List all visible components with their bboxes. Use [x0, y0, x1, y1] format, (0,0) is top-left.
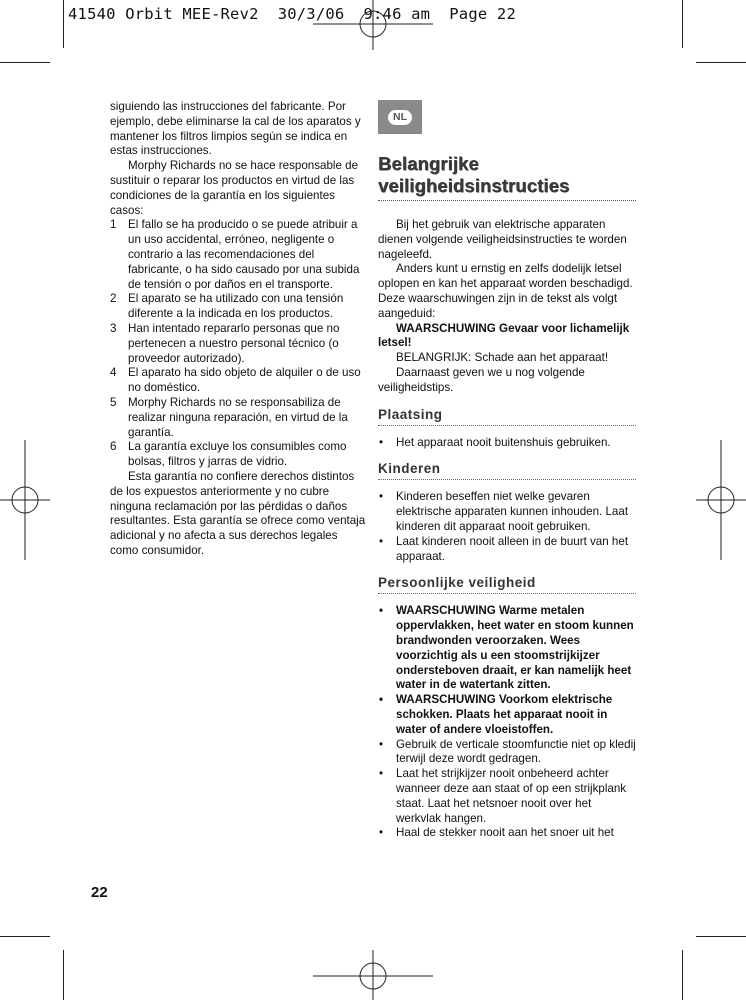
bullet-icon: •	[379, 490, 384, 504]
guarantee-paragraph: Esta garantía no confiere derechos distintos de los expuestos anteriormente y no cubre ninguna reclamación por las pérdidas o daños resultantes. Esta garantía se ofrece como ventaja adicional y no afecta a sus derechos legales como consumidor.	[110, 469, 366, 557]
registration-mark-bottom-icon	[313, 950, 433, 1000]
page-number: 22	[91, 884, 108, 901]
list-text: Morphy Richards no se responsabiliza de realizar ninguna reparación, en virtud de la garantía.	[128, 395, 348, 439]
crop-mark-top-right-vertical	[682, 0, 683, 48]
list-text: Laat kinderen nooit alleen in de buurt van het apparaat.	[396, 534, 629, 563]
bullet-icon: •	[379, 604, 384, 618]
crop-mark-top-left-vertical	[63, 0, 64, 48]
crop-mark-bottom-right-horizontal	[696, 936, 746, 937]
list-text: Kinderen beseffen niet welke gevaren elektrische apparaten kunnen inhouden. Laat kinderen dit apparaat nooit gebruiken.	[396, 490, 629, 533]
list-item	[110, 322, 368, 366]
list-item	[110, 396, 368, 440]
bullet-icon: •	[379, 534, 384, 548]
list-text: WAARSCHUWING Voorkom elektrische schokken. Plaats het apparaat nooit in water of andere vloeistoffen.	[396, 693, 613, 736]
list-item	[378, 826, 636, 841]
list-number: 5	[110, 395, 117, 409]
safety-intro-3: Daarnaast geven we u nog volgende veiligheidstips.	[378, 365, 585, 394]
list-item	[378, 490, 636, 534]
section-divider	[378, 425, 636, 426]
warning-label: WAARSCHUWING Gevaar voor lichamelijk letsel!	[378, 321, 630, 350]
print-slug: 41540 Orbit MEE-Rev2 30/3/06 9:46 am Page 22	[68, 5, 516, 23]
bullet-icon: •	[379, 737, 384, 751]
list-item	[378, 436, 636, 451]
list-item	[378, 767, 636, 826]
list-text: Haal de stekker nooit aan het snoer uit het	[396, 826, 614, 840]
responsibility-paragraph: Morphy Richards no se hace responsable de sustituir o reparar los productos en virtud de las condiciones de la garantía en los siguientes casos:	[110, 159, 359, 217]
exclusion-list	[110, 218, 368, 470]
bullet-icon: •	[379, 435, 384, 449]
section-divider	[378, 593, 636, 594]
list-text: La garantía excluye los consumibles como bolsas, filtros y jarras de vidrio.	[128, 440, 347, 469]
page-title	[378, 153, 636, 197]
list-text: Laat het strijkijzer nooit onbeheerd achter wanneer deze aan staat of op een strijkplank staat. Laat het netsnoer nooit over het werkvlak hangen.	[396, 767, 627, 825]
bullet-list-plaatsing	[378, 436, 636, 451]
list-item	[378, 693, 636, 737]
safety-intro-1: Bij het gebruik van elektrische apparaten dienen volgende veiligheidsinstructies te worden nageleefd.	[378, 218, 627, 261]
bullet-icon: •	[379, 826, 384, 840]
list-text: El fallo se ha producido o se puede atribuir a un uso accidental, erróneo, negligente o contrario a las recomendaciones del fabricante, o ha sido causado por una subida de tensión o por daños en el transporte.	[128, 218, 360, 291]
list-item	[378, 535, 636, 565]
registration-mark-left-icon	[0, 440, 50, 560]
crop-mark-bottom-right-vertical	[682, 950, 683, 1000]
list-item	[378, 604, 636, 693]
left-column	[110, 100, 368, 559]
bullet-list-kinderen	[378, 490, 636, 564]
crop-mark-bottom-left-horizontal	[0, 936, 50, 937]
registration-mark-right-icon	[696, 440, 746, 560]
bullet-icon: •	[379, 767, 384, 781]
important-label: BELANGRIJK: Schade aan het apparaat!	[396, 351, 609, 365]
section-title-plaatsing: Plaatsing	[378, 406, 443, 422]
list-number: 1	[110, 218, 117, 232]
safety-intro-2: Anders kunt u ernstig en zelfs dodelijk letsel oplopen en kan het apparaat worden beschadigd. Deze waarschuwingen zijn in de tekst als volgt aangeduid:	[378, 262, 633, 320]
list-text: Het apparaat nooit buitenshuis gebruiken.	[396, 435, 611, 449]
bullet-list-persoonlijke-veiligheid	[378, 604, 636, 841]
list-item	[378, 738, 636, 768]
list-item	[110, 440, 368, 470]
title-line-1: Belangrijke	[378, 153, 479, 174]
intro-paragraph: siguiendo las instrucciones del fabricante. Por ejemplo, debe eliminarse la cal de los aparatos y mantener los filtros limpios según se indica en estas instrucciones.	[110, 100, 361, 158]
list-text: El aparato se ha utilizado con una tensión diferente a la indicada en los productos.	[128, 292, 344, 321]
crop-mark-top-right-horizontal	[696, 62, 746, 63]
list-item	[110, 292, 368, 322]
list-text: El aparato ha sido objeto de alquiler o de uso no doméstico.	[128, 366, 361, 395]
crop-mark-top-left-horizontal	[0, 62, 50, 63]
list-item	[110, 366, 368, 396]
section-title-persoonlijke-veiligheid: Persoonlijke veiligheid	[378, 575, 536, 591]
bullet-icon: •	[379, 693, 384, 707]
list-number: 4	[110, 366, 117, 380]
registration-mark-top-icon	[313, 0, 433, 50]
list-number: 2	[110, 292, 117, 306]
list-text: WAARSCHUWING Warme metalen oppervlakken, heet water en stoom kunnen brandwonden veroorzaken. Wees voorzichtig als u een stoomstrijkijzer ondersteboven draait, er kan namelijk heet water in de watertank zitten.	[396, 604, 634, 692]
title-divider	[378, 200, 636, 201]
title-line-2: veiligheidsinstructies	[378, 175, 570, 196]
list-text: Han intentado repararlo personas que no pertenecen a nuestro personal técnico (o proveedor autorizado).	[128, 321, 340, 365]
list-number: 3	[110, 321, 117, 335]
list-item	[110, 218, 368, 292]
language-badge-label: NL	[388, 110, 412, 125]
list-text: Gebruik de verticale stoomfunctie niet op kledij terwijl deze wordt gedragen.	[396, 737, 636, 766]
crop-mark-bottom-left-vertical	[63, 950, 64, 1000]
section-divider	[378, 479, 636, 480]
language-badge	[378, 100, 422, 134]
list-number: 6	[110, 440, 117, 454]
section-title-kinderen: Kinderen	[378, 461, 441, 477]
right-column	[378, 100, 636, 841]
